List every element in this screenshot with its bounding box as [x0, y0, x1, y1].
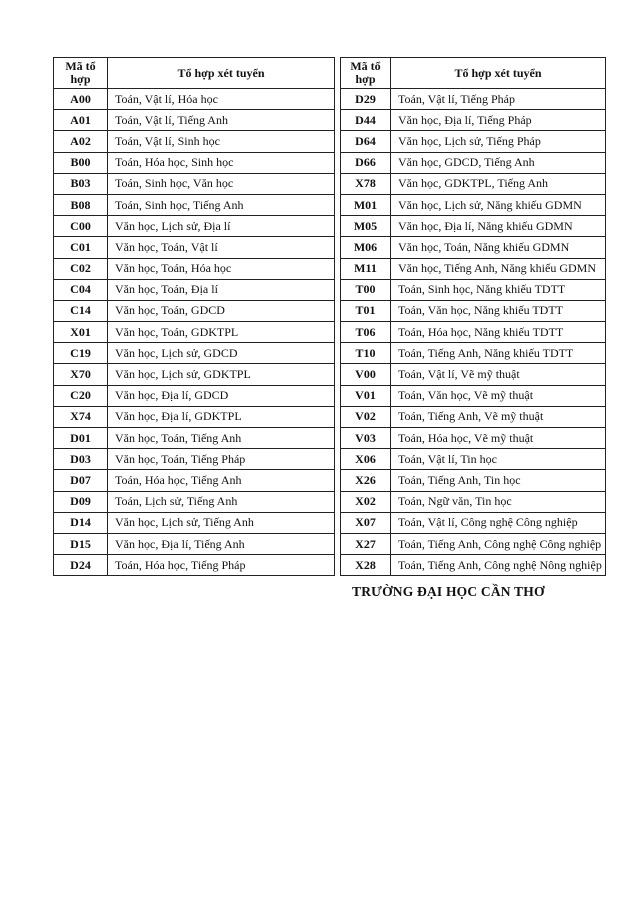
- table-row: [341, 89, 606, 110]
- combination-code: V01: [341, 385, 391, 406]
- combination-code: X27: [341, 533, 391, 554]
- table-row: [54, 131, 335, 152]
- combination-code: X06: [341, 449, 391, 470]
- table-row: [54, 406, 335, 427]
- combination-subjects: Toán, Hóa học, Vẽ mỹ thuật: [391, 428, 606, 449]
- header-combination: Tổ hợp xét tuyển: [391, 58, 606, 89]
- table-row: [54, 491, 335, 512]
- combination-code: A02: [54, 131, 108, 152]
- table-row: [341, 216, 606, 237]
- combination-code: D64: [341, 131, 391, 152]
- combination-subjects: Toán, Hóa học, Tiếng Pháp: [108, 555, 335, 576]
- table-row: [341, 470, 606, 491]
- combination-code: D66: [341, 152, 391, 173]
- table-row: [54, 110, 335, 131]
- combination-subjects: Văn học, Địa lí, GDKTPL: [108, 406, 335, 427]
- combination-subjects: Văn học, Địa lí, Tiếng Pháp: [391, 110, 606, 131]
- combination-code: T01: [341, 300, 391, 321]
- combination-code: B00: [54, 152, 108, 173]
- combination-subjects: Toán, Tiếng Anh, Vẽ mỹ thuật: [391, 406, 606, 427]
- combination-code: C14: [54, 300, 108, 321]
- header-code: Mã tổ hợp: [341, 58, 391, 89]
- table-row: [341, 406, 606, 427]
- combination-code: T00: [341, 279, 391, 300]
- combination-subjects: Toán, Hóa học, Năng khiếu TDTT: [391, 322, 606, 343]
- combination-subjects: Toán, Sinh học, Năng khiếu TDTT: [391, 279, 606, 300]
- table-row: [341, 110, 606, 131]
- combination-subjects: Toán, Vật lí, Tin học: [391, 449, 606, 470]
- combination-code: D44: [341, 110, 391, 131]
- combination-code: V03: [341, 428, 391, 449]
- combination-code: C00: [54, 216, 108, 237]
- combination-code: V00: [341, 364, 391, 385]
- combination-subjects: Toán, Sinh học, Tiếng Anh: [108, 194, 335, 215]
- combination-code: V02: [341, 406, 391, 427]
- combination-subjects: Văn học, Toán, Địa lí: [108, 279, 335, 300]
- combination-subjects: Văn học, Địa lí, Tiếng Anh: [108, 533, 335, 554]
- combination-code: X74: [54, 406, 108, 427]
- combination-code: D24: [54, 555, 108, 576]
- combination-subjects: Toán, Vật lí, Vẽ mỹ thuật: [391, 364, 606, 385]
- table-row: [54, 533, 335, 554]
- combination-subjects: Văn học, Toán, Tiếng Pháp: [108, 449, 335, 470]
- table-row: [54, 428, 335, 449]
- combination-code: X01: [54, 322, 108, 343]
- combination-code: X26: [341, 470, 391, 491]
- combination-subjects: Văn học, Địa lí, GDCD: [108, 385, 335, 406]
- table-row: [341, 279, 606, 300]
- combination-subjects: Văn học, Lịch sử, GDKTPL: [108, 364, 335, 385]
- combination-subjects: Văn học, GDCD, Tiếng Anh: [391, 152, 606, 173]
- combination-subjects: Văn học, Toán, Tiếng Anh: [108, 428, 335, 449]
- combination-subjects: Văn học, GDKTPL, Tiếng Anh: [391, 173, 606, 194]
- combination-subjects: Văn học, Toán, Hóa học: [108, 258, 335, 279]
- combination-subjects: Toán, Hóa học, Sinh học: [108, 152, 335, 173]
- table-row: [54, 89, 335, 110]
- table-body: [341, 89, 606, 576]
- combination-subjects: Văn học, Lịch sử, Tiếng Pháp: [391, 131, 606, 152]
- table-row: [341, 300, 606, 321]
- table-header-row: [54, 58, 335, 89]
- combination-code: D03: [54, 449, 108, 470]
- combination-subjects: Văn học, Toán, GDKTPL: [108, 322, 335, 343]
- table-row: [54, 343, 335, 364]
- table-row: [54, 322, 335, 343]
- combination-code: X07: [341, 512, 391, 533]
- table-row: [341, 449, 606, 470]
- header-combination: Tổ hợp xét tuyển: [108, 58, 335, 89]
- combination-subjects: Văn học, Lịch sử, GDCD: [108, 343, 335, 364]
- table-row: [341, 343, 606, 364]
- table-row: [341, 237, 606, 258]
- combination-code: X02: [341, 491, 391, 512]
- combination-code: M06: [341, 237, 391, 258]
- combination-subjects: Toán, Tiếng Anh, Năng khiếu TDTT: [391, 343, 606, 364]
- combination-subjects: Văn học, Lịch sử, Năng khiếu GDMN: [391, 194, 606, 215]
- table-row: [341, 428, 606, 449]
- combination-code: A00: [54, 89, 108, 110]
- table-row: [54, 300, 335, 321]
- table-row: [341, 258, 606, 279]
- combination-subjects: Toán, Lịch sử, Tiếng Anh: [108, 491, 335, 512]
- table-row: [341, 533, 606, 554]
- combination-subjects: Toán, Hóa học, Tiếng Anh: [108, 470, 335, 491]
- combination-code: X28: [341, 555, 391, 576]
- combination-subjects: Văn học, Lịch sử, Địa lí: [108, 216, 335, 237]
- combination-subjects: Văn học, Tiếng Anh, Năng khiếu GDMN: [391, 258, 606, 279]
- combination-table-left: [53, 57, 335, 576]
- table-row: [341, 364, 606, 385]
- combination-code: C02: [54, 258, 108, 279]
- combination-subjects: Văn học, Toán, GDCD: [108, 300, 335, 321]
- table-row: [54, 470, 335, 491]
- table-row: [54, 152, 335, 173]
- table-row: [341, 131, 606, 152]
- table-row: [341, 385, 606, 406]
- combination-subjects: Toán, Vật lí, Tiếng Anh: [108, 110, 335, 131]
- combination-code: B08: [54, 194, 108, 215]
- combination-subjects: Toán, Vật lí, Hóa học: [108, 89, 335, 110]
- combination-code: B03: [54, 173, 108, 194]
- combination-code: D29: [341, 89, 391, 110]
- table-row: [54, 279, 335, 300]
- combination-subjects: Toán, Vật lí, Sinh học: [108, 131, 335, 152]
- table-row: [54, 258, 335, 279]
- combination-code: D15: [54, 533, 108, 554]
- combination-subjects: Văn học, Địa lí, Năng khiếu GDMN: [391, 216, 606, 237]
- table-row: [54, 555, 335, 576]
- table-row: [341, 173, 606, 194]
- table-row: [341, 491, 606, 512]
- table-row: [341, 152, 606, 173]
- combination-subjects: Văn học, Toán, Vật lí: [108, 237, 335, 258]
- table-row: [54, 173, 335, 194]
- combination-code: C04: [54, 279, 108, 300]
- combination-subjects: Văn học, Toán, Năng khiếu GDMN: [391, 237, 606, 258]
- combination-code: D14: [54, 512, 108, 533]
- combination-code: X70: [54, 364, 108, 385]
- combination-subjects: Toán, Tiếng Anh, Tin học: [391, 470, 606, 491]
- table-row: [341, 194, 606, 215]
- combination-subjects: Toán, Ngữ văn, Tin học: [391, 491, 606, 512]
- table-row: [341, 322, 606, 343]
- combination-subjects: Toán, Sinh học, Văn học: [108, 173, 335, 194]
- combination-subjects: Toán, Tiếng Anh, Công nghệ Nông nghiệp: [391, 555, 606, 576]
- combination-subjects: Toán, Vật lí, Tiếng Pháp: [391, 89, 606, 110]
- table-row: [54, 237, 335, 258]
- combination-subjects: Toán, Vật lí, Công nghệ Công nghiệp: [391, 512, 606, 533]
- institution-name: TRƯỜNG ĐẠI HỌC CẦN THƠ: [352, 584, 545, 599]
- table-header-row: [341, 58, 606, 89]
- header-code: Mã tổ hợp: [54, 58, 108, 89]
- table-row: [54, 512, 335, 533]
- table-row: [341, 555, 606, 576]
- combination-code: T06: [341, 322, 391, 343]
- table-row: [54, 194, 335, 215]
- combination-subjects: Toán, Văn học, Năng khiếu TDTT: [391, 300, 606, 321]
- combination-code: X78: [341, 173, 391, 194]
- combination-code: M05: [341, 216, 391, 237]
- combination-code: D01: [54, 428, 108, 449]
- combination-subjects: Toán, Tiếng Anh, Công nghệ Công nghiệp: [391, 533, 606, 554]
- table-body: [54, 89, 335, 576]
- table-row: [54, 449, 335, 470]
- combination-code: A01: [54, 110, 108, 131]
- combination-subjects: Toán, Văn học, Vẽ mỹ thuật: [391, 385, 606, 406]
- combination-code: M01: [341, 194, 391, 215]
- combination-code: C01: [54, 237, 108, 258]
- table-row: [54, 364, 335, 385]
- combination-code: C20: [54, 385, 108, 406]
- combination-subjects: Văn học, Lịch sử, Tiếng Anh: [108, 512, 335, 533]
- combination-code: C19: [54, 343, 108, 364]
- combination-code: M11: [341, 258, 391, 279]
- combination-code: T10: [341, 343, 391, 364]
- combination-code: D07: [54, 470, 108, 491]
- combination-table-right: [340, 57, 606, 576]
- combination-code: D09: [54, 491, 108, 512]
- table-row: [341, 512, 606, 533]
- table-row: [54, 216, 335, 237]
- table-row: [54, 385, 335, 406]
